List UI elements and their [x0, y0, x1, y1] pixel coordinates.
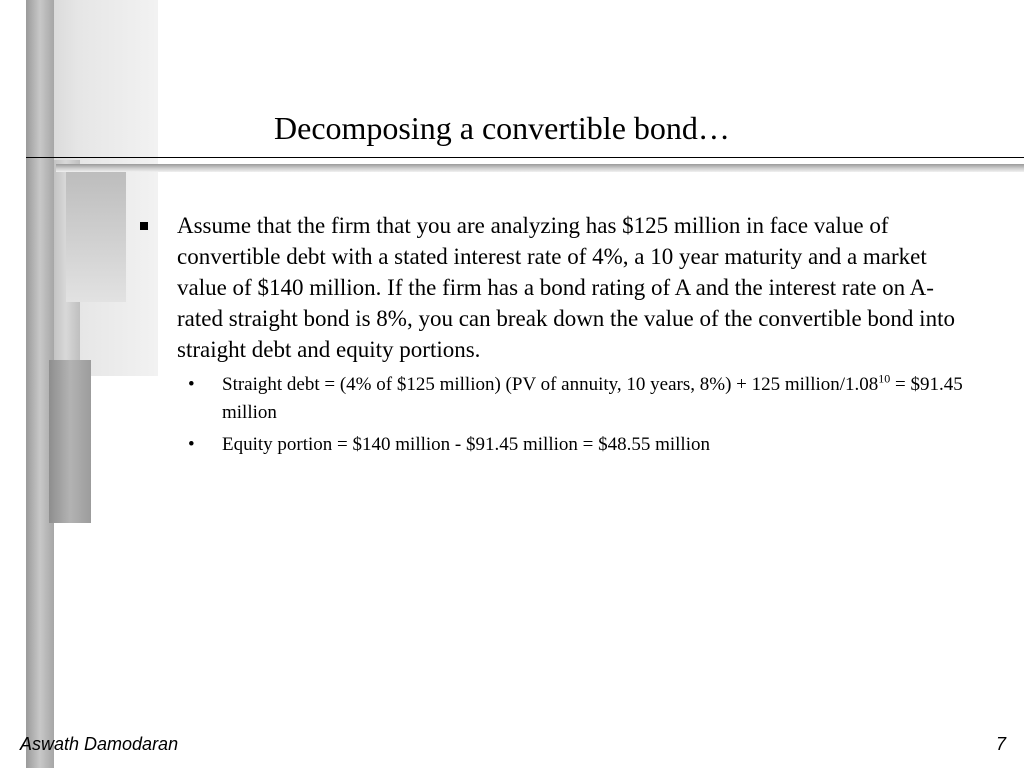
sub-bullet-straight-debt [138, 371, 978, 427]
main-bullet [138, 210, 978, 365]
title-underline [26, 157, 1024, 158]
title-shadow-bar [56, 164, 1024, 172]
decorative-bar-inner [66, 172, 126, 302]
sub-bullet-list [138, 371, 978, 459]
page-number: 7 [995, 734, 1006, 754]
round-bullet-icon: • [188, 374, 195, 395]
main-bullet-text: Assume that the firm that you are analyzing has $125 million in face value of convertible debt with a stated interest rate of 4%, a 10 year maturity and a market value of $140 million. If the firm has a bond rating of A and the interest rate on A-rated straight bond is 8%, you can break down the value of the convertible bond into straight debt and equity portions. [177, 213, 955, 362]
slide-title: Decomposing a convertible bond… [274, 110, 730, 146]
decorative-bar-low [49, 360, 91, 523]
footer-author: Aswath Damodaran [20, 734, 179, 754]
straight-debt-result: = $91.45 million [222, 374, 963, 423]
equity-portion-text: Equity portion = $140 million - $91.45 million = $48.55 million [222, 434, 710, 455]
round-bullet-icon: • [188, 434, 195, 455]
sub-bullet-equity-portion [138, 431, 978, 459]
exponent: 10 [878, 371, 891, 386]
straight-debt-text: Straight debt = (4% of $125 million) (PV of annuity, 10 years, 8%) + 125 million/1.08 [222, 374, 879, 395]
slide-content [138, 210, 978, 463]
square-bullet-icon [140, 222, 148, 230]
